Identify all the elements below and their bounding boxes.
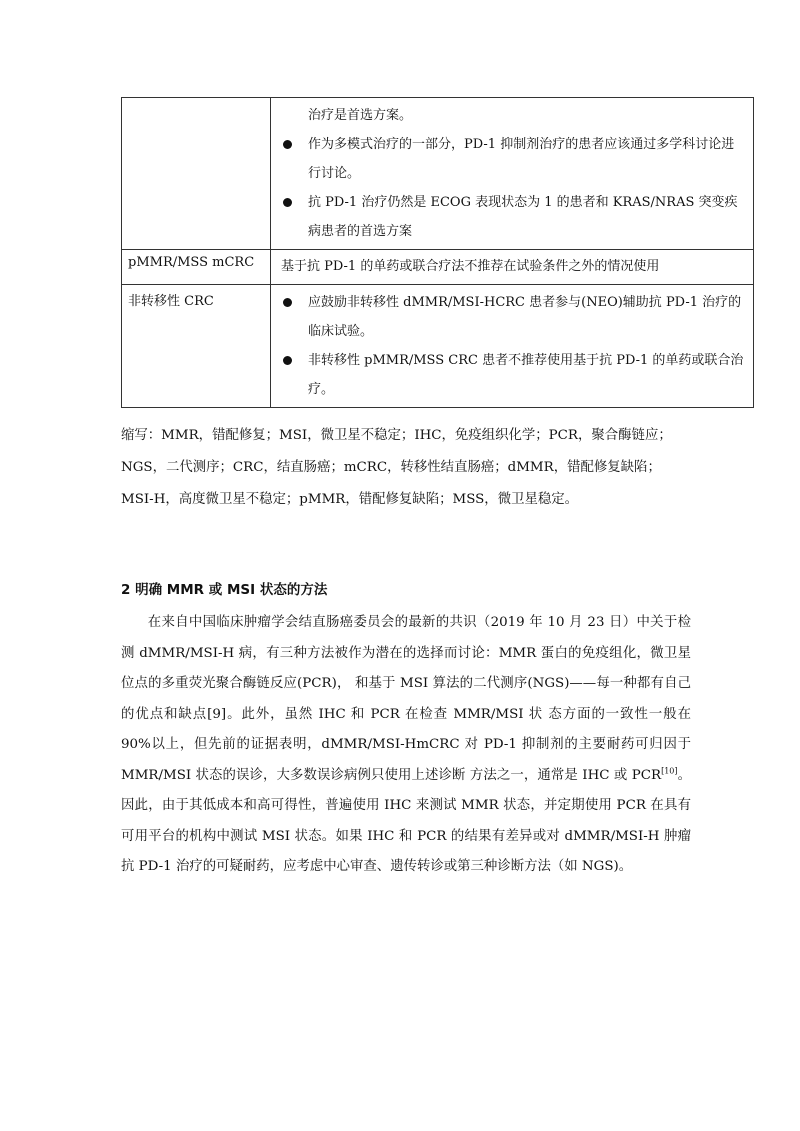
row-content-cell (271, 285, 753, 407)
citation-marker: [10] (661, 766, 678, 776)
row-content-cell (271, 98, 753, 249)
row-label-cell: 非转移性 CRC (122, 285, 271, 407)
bullet-text: 抗 PD-1 治疗仍然是 ECOG 表现状态为 1 的患者和 KRAS/NRAS 突变疾病患者的首选方案 (308, 195, 738, 239)
paragraph-text: 在来自中国临床肿瘤学会结直肠癌委员会的最新的共识（2019 年 10 月 23 日）中关于检测 dMMR/MSI-H 病，有三种方法被作为潜在的选择而讨论：MMR 蛋白的免疫组化，微卫星位点的多重荧光聚合酶链反应(PCR)， 和基于 MSI 算法的二代测序(NGS)——每一种都有自己的优点和缺点[9]。此外，虽然 IHC 和 PCR 在检查 MMR/MSI 状 态方面的一致性一般在 90%以上，但先前的证据表明，dMMR/MSI-HmCRC 对 PD-1 抑制剂的主要耐药可归因于 MMR/MSI 状态的误诊，大多数误诊病例只使用上述诊断 方法之一，通常是 IHC 或 PCR (121, 615, 691, 783)
list-item (281, 188, 745, 246)
bullet-text: 应鼓励非转移性 dMMR/MSI-HCRC 患者参与(NEO)辅助抗 PD-1 治疗的临床试验。 (308, 295, 742, 339)
row-content-cell (271, 250, 753, 284)
recommendation-table (121, 97, 754, 408)
row-label-cell: pMMR/MSS mCRC (122, 250, 271, 284)
table-row (122, 98, 753, 249)
body-paragraph (121, 608, 691, 883)
bullet-text: 非转移性 pMMR/MSS CRC 患者不推荐使用基于抗 PD-1 的单药或联合治疗。 (308, 353, 744, 397)
table-row (122, 249, 753, 284)
list-item (281, 130, 745, 188)
list-item (281, 288, 745, 346)
continued-text: 治疗是首选方案。 (308, 108, 413, 123)
paragraph-text-continued: 。因此，由于其低成本和高可得性，普遍使用 IHC 来测试 MMR 状态，并定期使用 PCR 在具有可用平台的机构中测试 MSI 状态。如果 IHC 和 PCR 的结果有差异或对 dMMR/MSI-H 肿瘤抗 PD-1 治疗的可疑耐药，应考虑中心审查、遗传转诊或第三种诊断方法（如 NGS)。 (121, 767, 691, 874)
table-row (122, 284, 753, 407)
row-text: 基于抗 PD-1 的单药或联合疗法不推荐在试验条件之外的情况使用 (281, 259, 660, 274)
bullet-text: 作为多模式治疗的一部分，PD-1 抑制剂治疗的患者应该通过多学科讨论进行讨论。 (308, 137, 735, 181)
abbreviations-note: 缩写：MMR，错配修复；MSI，微卫星不稳定；IHC，免疫组织化学；PCR，聚合酶链应；NGS，二代测序；CRC，结直肠癌；mCRC，转移性结直肠癌；dMMR，错配修复缺陷；MSI-H，高度微卫星不稳定；pMMR，错配修复缺陷；MSS，微卫星稳定。 (121, 428, 672, 507)
row-label-cell (122, 98, 271, 249)
list-item (281, 346, 745, 404)
section-heading: 2 明确 MMR 或 MSI 状态的方法 (121, 582, 328, 598)
